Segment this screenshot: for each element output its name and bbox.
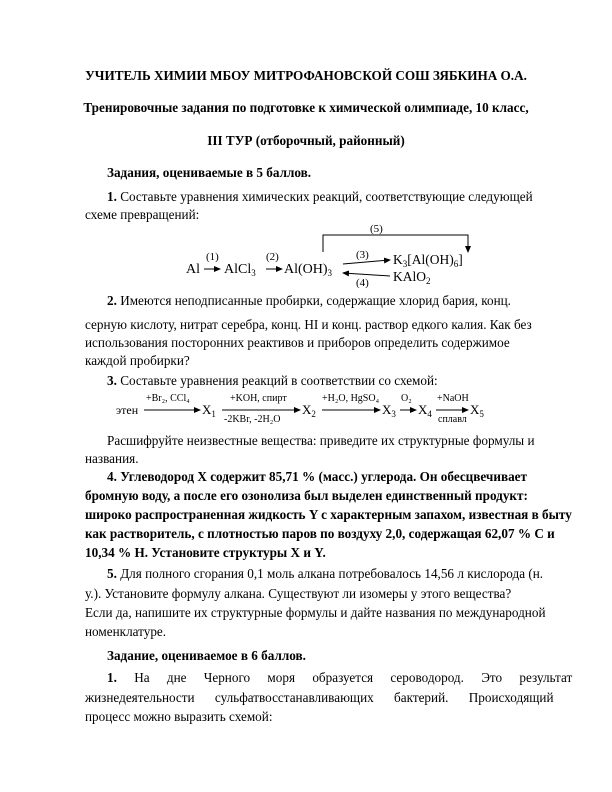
- task4-line5: 10,34 % Н. Установите структуры X и Y.: [85, 545, 326, 560]
- scheme3-x2-sub: 2: [311, 409, 316, 419]
- task3-text: Составьте уравнения реакций в соответствии со схемой:: [120, 373, 438, 388]
- task4-line1: [107, 469, 527, 485]
- task3-after-line2: названия.: [85, 451, 139, 466]
- task3-after-text1: Расшифруйте неизвестные вещества: приведите их структурные формулы и: [107, 433, 535, 448]
- scheme-arrow-5: [323, 235, 468, 252]
- task1-text: Составьте уравнения химических реакций, соответствующие следующей: [120, 189, 533, 204]
- document-subtitle: Тренировочные задания по подготовке к химической олимпиаде, 10 класс,: [83, 100, 529, 115]
- section-5-heading: Задания, оцениваемые в 5 баллов.: [107, 165, 312, 180]
- svg-text:X2: [302, 402, 316, 419]
- s6-task1-number: 1.: [107, 670, 117, 685]
- scheme3-x1: X: [202, 402, 212, 417]
- round-title: III ТУР (отборочный, районный): [207, 133, 405, 148]
- scheme3-arrow5-top: +NaOH: [437, 393, 469, 404]
- task5-line1: [107, 566, 543, 582]
- scheme-al: Al: [186, 262, 200, 277]
- task2-text: Имеются неподписанные пробирки, содержащие хлорид бария, конц.: [120, 293, 511, 308]
- task2-line4: каждой пробирки?: [85, 353, 190, 368]
- scheme3-x5: X: [470, 402, 480, 417]
- svg-text:X3: [382, 402, 396, 419]
- svg-text:X1: [202, 402, 216, 419]
- svg-text:KAlO2: [393, 269, 431, 286]
- task2-line2: серную кислоту, нитрат серебра, конц. HI и конц. раствор едкого калия. Как без: [85, 317, 532, 332]
- task5-line4: номенклатуре.: [85, 624, 167, 639]
- scheme-aloh: Al(OH): [284, 262, 328, 277]
- scheme3-arrow4-top: O₂: [401, 393, 412, 404]
- scheme3-x2: X: [302, 402, 312, 417]
- scheme-aloh-sub: 3: [327, 268, 333, 278]
- scheme-label-4: (4): [356, 277, 369, 288]
- task3-number: 3.: [107, 373, 117, 388]
- scheme-kalo-sub: 2: [426, 276, 431, 286]
- section-6-heading: Задание, оцениваемое в 6 баллов.: [107, 648, 306, 663]
- task1-line1: [107, 189, 555, 205]
- scheme3-x4: X: [418, 402, 428, 417]
- task2-line3: использования посторонних реактивов и приборов определить содержимое: [85, 335, 510, 350]
- scheme-k3-mid: [Al(OH): [407, 252, 454, 267]
- scheme3-arrow3-top: +H₂O, HgSO₄: [322, 393, 380, 404]
- task1-number: 1.: [107, 189, 117, 204]
- task5-number: 5.: [107, 566, 117, 581]
- scheme3-arrow1-top: +Br₂, CCl₄: [146, 393, 190, 404]
- scheme-k3-end: ]: [458, 252, 463, 267]
- svg-text:X5: [470, 402, 484, 419]
- task4-number: 4.: [107, 469, 117, 484]
- scheme3-x3-sub: 3: [391, 409, 396, 419]
- scheme3-arrow2-bottom: -2KBr, -2H₂O: [224, 414, 281, 425]
- scheme3-arrow5-bottom: сплавл: [438, 414, 467, 425]
- scheme-k3: K: [393, 252, 403, 267]
- scheme3-arrow2-top: +KOH, спирт: [230, 393, 287, 404]
- scheme-alcl-sub: 3: [251, 268, 256, 278]
- s6-task1-line1: [107, 670, 572, 686]
- task5-line2: у.). Установите формулу алкана. Существуют ли изомеры у этого вещества?: [85, 586, 512, 601]
- scheme3-x4-sub: 4: [427, 409, 432, 419]
- s6-task1-line3: процесс можно выразить схемой:: [85, 709, 273, 724]
- scheme-k3-sub2: 6: [453, 259, 459, 269]
- s6-task1-line2: жизнедеятельности сульфатвосстанавливающих бактерий. Происходящий: [85, 690, 554, 705]
- task1-line2: схеме превращений:: [85, 207, 200, 222]
- scheme3-x1-sub: 1: [211, 409, 216, 419]
- svg-text:Al(OH)3: [284, 262, 333, 278]
- scheme-alcl: AlCl: [224, 262, 252, 277]
- task5-line3: Если да, напишите их структурные формулы и дайте названия по международной: [85, 605, 546, 620]
- task4-line4: как растворитель, с плотностью паров по воздуху 2,0, содержащая 62,07 % С и: [85, 526, 555, 541]
- scheme3-ethene: этен: [116, 403, 139, 417]
- task4-text: Углеводород X содержит 85,71 % (масс.) углерода. Он обесцвечивает: [120, 469, 528, 484]
- task2-number: 2.: [107, 293, 117, 308]
- task2-line1: [107, 293, 555, 309]
- scheme-k3-sub: 3: [402, 259, 408, 269]
- scheme3-x5-sub: 5: [479, 409, 484, 419]
- scheme3-x3: X: [382, 402, 392, 417]
- task5-text: Для полного сгорания 0,1 моль алкана потребовалось 14,56 л кислорода (н.: [120, 566, 544, 581]
- document-title: УЧИТЕЛЬ ХИМИИ МБОУ МИТРОФАНОВСКОЙ СОШ ЗЯБКИНА О.А.: [85, 68, 527, 83]
- scheme-label-1: (1): [206, 251, 219, 263]
- scheme-label-2: (2): [266, 251, 279, 263]
- svg-text:K3[Al(OH)6]: [393, 252, 463, 269]
- scheme-kalo: KAlO: [393, 269, 426, 284]
- scheme-label-3: (3): [356, 249, 369, 261]
- task4-line3: широко распространенная жидкость Y с характерным запахом, известная в быту: [85, 507, 572, 522]
- s6-task1-text: На дне Черного моря образуется сероводород. Это результат: [134, 670, 573, 685]
- task1-reaction-scheme: [180, 218, 500, 288]
- scheme-label-5: (5): [370, 223, 383, 235]
- task3-reaction-scheme: [110, 386, 510, 426]
- svg-text:X4: [418, 402, 432, 419]
- scheme-arrow-4: [343, 273, 390, 276]
- svg-text:AlCl3: [224, 262, 256, 278]
- task4-line2: бромную воду, а после его озонолиза был выделен единственный продукт:: [85, 488, 528, 503]
- task3-after-line1: [107, 433, 555, 449]
